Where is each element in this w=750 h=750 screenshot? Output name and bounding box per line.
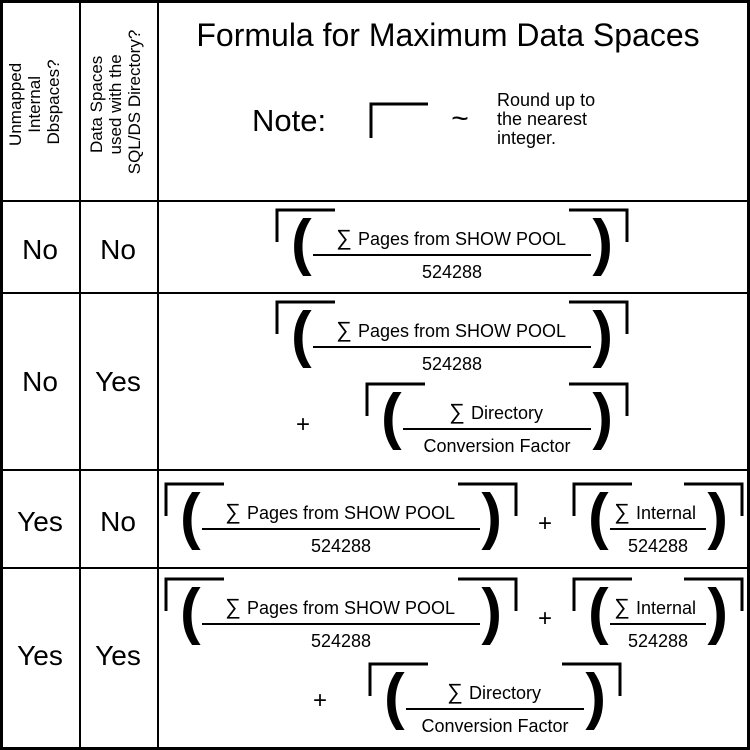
numerator-text: Pages from SHOW POOL [357,229,567,249]
row2-pool-term [277,300,627,374]
numerator-text: Internal [635,503,697,523]
numerator-text: Pages from SHOW POOL [246,503,456,523]
left-paren-icon: ( [588,482,609,551]
row3-unmapped: Yes [17,506,63,537]
row1-unmapped: No [22,234,58,265]
row2-plus: + [295,411,311,438]
right-paren-icon: ) [707,577,728,646]
note-text-line3: integer. [497,128,557,148]
denominator-text: 524288 [310,536,372,556]
header-col2-line3: SQL/DS Directory? [125,29,144,175]
row4-pool-term [166,577,516,651]
header-col1-line2: Internal [25,76,44,133]
row4-directory: Yes [95,640,141,671]
sigma-icon: ∑ [336,225,352,250]
right-paren-icon: ) [707,482,728,551]
note-label: Note: [252,103,327,138]
sigma-icon: ∑ [449,399,465,424]
denominator-text: 524288 [627,536,689,556]
sigma-icon: ∑ [447,679,463,704]
row4-plus: + [537,605,553,632]
denominator-text: 524288 [310,631,372,651]
denominator-text: Conversion Factor [423,436,571,456]
header-col2-line1: Data Spaces [87,55,106,154]
row2-directory-term [367,382,627,456]
left-paren-icon: ( [384,662,405,731]
header-col1 [6,58,63,146]
row4-internal-term [574,577,742,651]
left-paren-icon: ( [180,482,201,551]
numerator-text: Pages from SHOW POOL [246,598,456,618]
row1-directory: No [100,234,136,265]
right-paren-icon: ) [592,208,613,277]
left-paren-icon: ( [291,300,312,369]
note-tilde: ~ [451,102,469,135]
left-paren-icon: ( [291,208,312,277]
denominator-text: 524288 [421,262,483,282]
sigma-icon: ∑ [614,594,630,619]
row3-plus: + [537,510,553,537]
row3-directory: No [100,506,136,537]
left-paren-icon: ( [381,382,402,451]
right-paren-icon: ) [592,382,613,451]
left-paren-icon: ( [180,577,201,646]
row4-plus-2: + [312,687,328,714]
right-paren-icon: ) [481,577,502,646]
ceiling-bracket-icon [371,104,428,138]
header-col1-line1: Unmapped [6,62,25,146]
header-col2 [87,30,144,175]
right-paren-icon: ) [585,662,606,731]
denominator-text: 524288 [627,631,689,651]
note-block [252,90,600,148]
row1-pool-term [277,208,627,282]
header-col1-line3: Dbspaces? [44,59,63,145]
header-col2-line2: used with the [106,54,125,155]
right-paren-icon: ) [592,300,613,369]
row4-directory-term [370,662,620,736]
note-text [497,90,600,148]
numerator-text: Pages from SHOW POOL [357,321,567,341]
left-paren-icon: ( [588,577,609,646]
sigma-icon: ∑ [225,594,241,619]
row2-directory: Yes [95,366,141,397]
header-title: Formula for Maximum Data Spaces [196,17,700,53]
sigma-icon: ∑ [336,317,352,342]
sigma-icon: ∑ [225,499,241,524]
denominator-text: 524288 [421,354,483,374]
row2-unmapped: No [22,366,58,397]
numerator-text: Directory [468,683,542,703]
sigma-icon: ∑ [614,499,630,524]
numerator-text: Internal [635,598,697,618]
numerator-text: Directory [470,403,544,423]
denominator-text: Conversion Factor [421,716,569,736]
note-text-line2: the nearest [497,109,588,129]
right-paren-icon: ) [481,482,502,551]
row3-pool-term [166,482,516,556]
row3-internal-term [574,482,742,556]
row4-unmapped: Yes [17,640,63,671]
note-text-line1: Round up to [497,90,596,110]
